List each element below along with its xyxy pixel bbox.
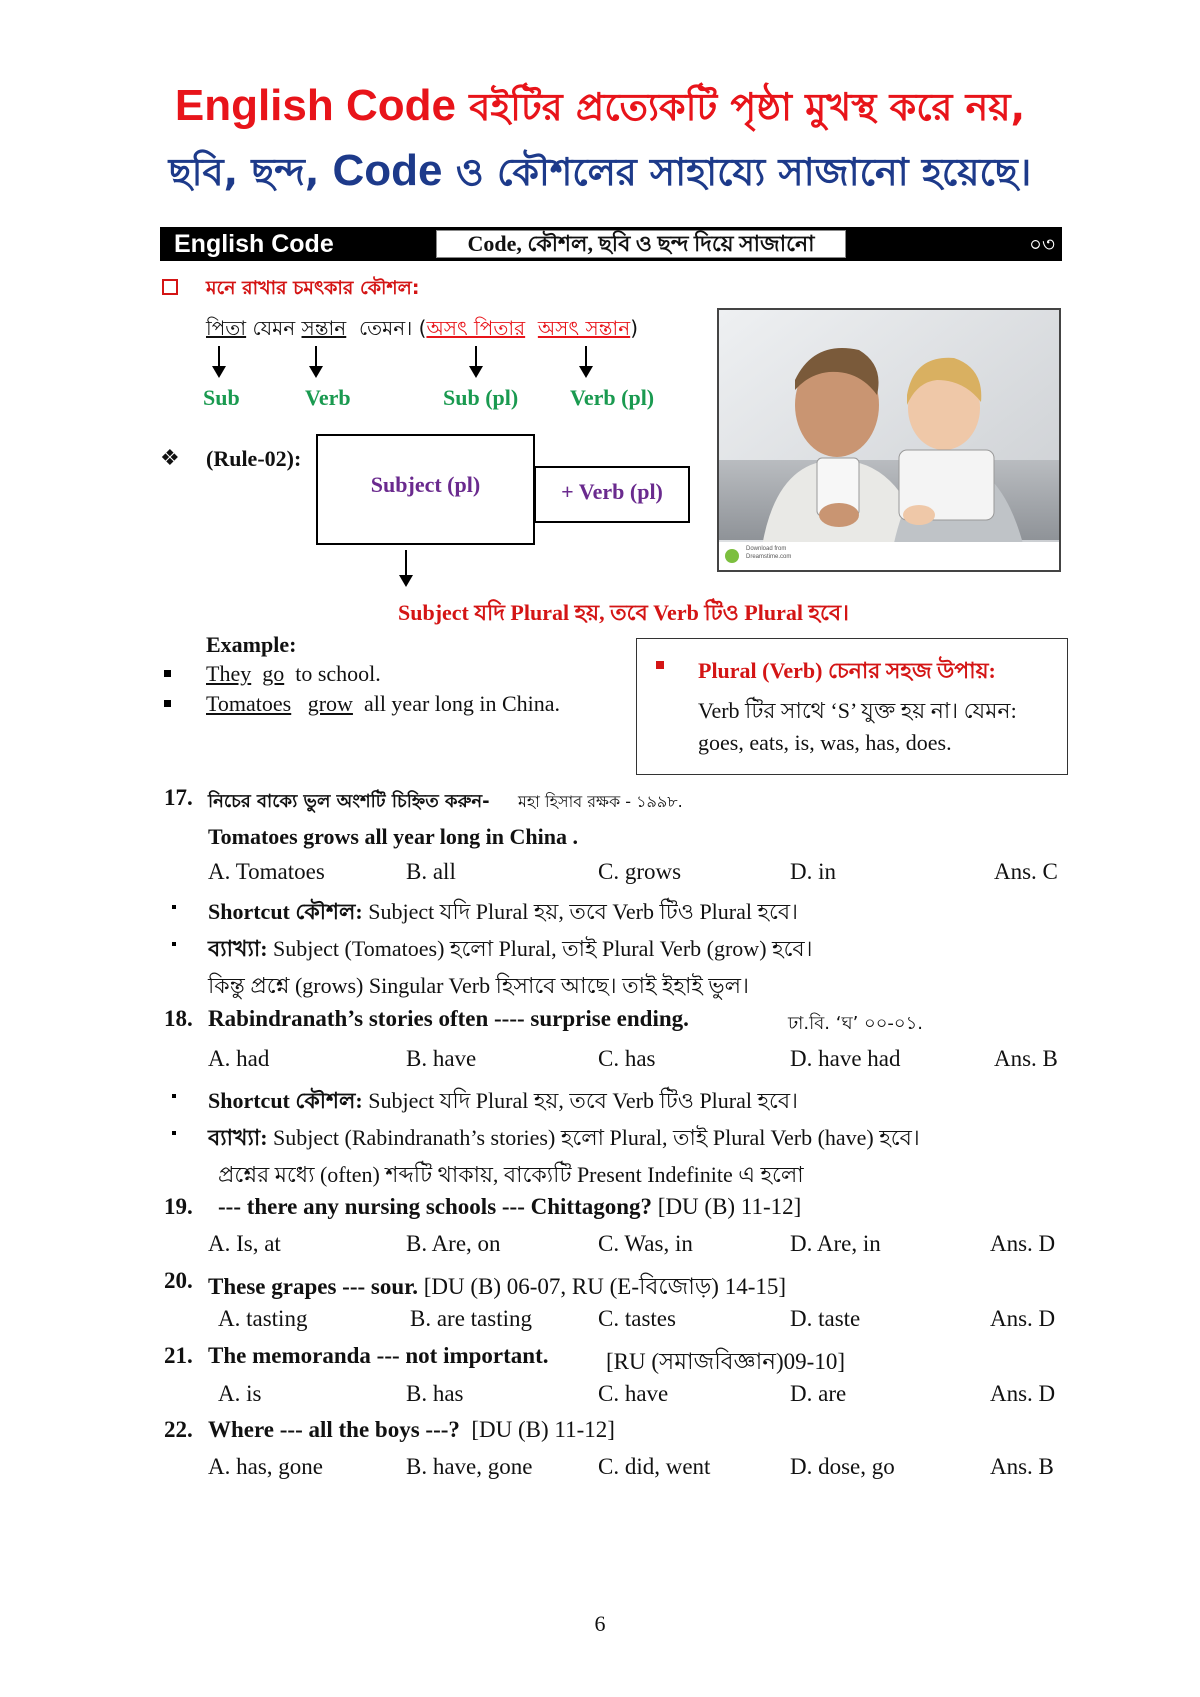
ex2-tomatoes: Tomatoes xyxy=(206,691,292,716)
dot-bullet-icon xyxy=(172,1131,176,1135)
dot-bullet-icon xyxy=(172,942,176,946)
example-2 xyxy=(206,691,560,717)
example-heading: Example: xyxy=(206,632,297,657)
q19-question-line xyxy=(218,1194,801,1220)
q17-option-c: C. grows xyxy=(598,859,682,884)
q19-option-d: D. Are, in xyxy=(790,1231,881,1256)
q21-question: The memoranda --- not important. xyxy=(208,1343,549,1368)
header-page-label: ০৩ xyxy=(1028,232,1055,256)
banner-code-word: Code xyxy=(332,146,443,195)
q18-option-d: D. have had xyxy=(790,1046,901,1071)
q21-answer: Ans. D xyxy=(990,1381,1056,1406)
ex2-grow: grow xyxy=(307,691,353,716)
q18-shortcut xyxy=(208,1084,798,1121)
banner-line-2 xyxy=(0,145,1200,198)
ex1-they: They xyxy=(206,661,252,686)
q19-question: --- there any nursing schools --- Chittagong? xyxy=(218,1194,653,1219)
q18-option-c: C. has xyxy=(598,1046,656,1071)
header-book-title: English Code xyxy=(174,230,334,258)
q18-shortcut-text: Subject যদি Plural হয়, তবে Verb টিও Plural হবে। xyxy=(362,1088,798,1113)
plural-box-line-1: Verb টির সাথে ‘S’ যুক্ত হয় না। যেমন: xyxy=(698,698,1017,723)
square-bullet-icon xyxy=(164,700,171,707)
q17-option-d: D. in xyxy=(790,859,836,884)
banner-title: English Code xyxy=(174,81,456,130)
q19-number: 19. xyxy=(164,1194,193,1219)
label-sub-pl: Sub (pl) xyxy=(443,385,519,410)
word-oshot-pitar: অসৎ পিতার xyxy=(426,316,526,340)
q17-answer: Ans. C xyxy=(994,859,1058,884)
word-jemon: যেমন xyxy=(252,316,296,340)
photo-illustration xyxy=(719,310,1059,570)
q20-question: These grapes --- sour. xyxy=(208,1274,418,1299)
ex1-go: go xyxy=(262,661,285,686)
q17-explain-text: Subject (Tomatoes) হলো Plural, তাই Plural Verb (grow) হবে। xyxy=(267,936,813,961)
q22-option-d: D. dose, go xyxy=(790,1454,895,1479)
q22-question: Where --- all the boys ---? xyxy=(208,1417,460,1442)
example-1 xyxy=(206,661,381,687)
q18-explain-text: Subject (Rabindranath’s stories) হলো Plural, তাই Plural Verb (have) হবে। xyxy=(267,1125,920,1150)
rule-statement: Subject যদি Plural হয়, তবে Verb টিও Plural হবে। xyxy=(398,600,849,625)
q17-explain-line-2: কিন্তু প্রশ্নে (grows) Singular Verb হিসাবে আছে। তাই ইহাই ভুল। xyxy=(208,973,749,998)
ex1-rest: to school. xyxy=(295,661,381,686)
q17-shortcut xyxy=(208,895,798,932)
q18-number: 18. xyxy=(164,1006,193,1031)
dot-bullet-icon xyxy=(172,905,176,909)
q20-source: [DU (B) 06-07, RU (E-বিজোড়) 14-15] xyxy=(417,1274,787,1299)
q21-number: 21. xyxy=(164,1343,193,1368)
q22-option-a: A. has, gone xyxy=(208,1454,323,1479)
q21-option-c: C. have xyxy=(598,1381,669,1406)
q22-question-line xyxy=(208,1417,615,1443)
checkbox-bullet-icon xyxy=(162,279,178,295)
q17-prompt: নিচের বাক্যে ভুল অংশটি চিহ্নিত করুন- xyxy=(208,791,490,812)
header-subtitle: Code, কৌশল, ছবি ও ছন্দ দিয়ে সাজানো xyxy=(436,230,846,258)
q18-option-a: A. had xyxy=(208,1046,270,1071)
word-temon: তেমন। ( xyxy=(358,316,427,340)
q17-shortcut-label: Shortcut কৌশল: xyxy=(208,899,363,924)
q18-explain-label: ব্যাখ্যা: xyxy=(208,1125,268,1150)
q18-explain-line-2: প্রশ্নের মধ্যে (often) শব্দটি থাকায়, বাক্যেটি Present Indefinite এ হলো xyxy=(218,1162,804,1187)
q17-option-b: B. all xyxy=(406,859,456,884)
rule-label: (Rule-02): xyxy=(206,446,302,471)
q20-option-b: B. are tasting xyxy=(410,1306,532,1331)
q21-option-a: A. is xyxy=(218,1381,262,1406)
banner-line-1 xyxy=(0,80,1200,133)
down-arrow-icon xyxy=(315,346,317,376)
label-verb: Verb xyxy=(305,385,351,410)
q17-explain xyxy=(208,932,813,969)
down-arrow-icon xyxy=(585,346,587,376)
dot-bullet-icon xyxy=(172,1094,176,1098)
down-arrow-icon xyxy=(405,550,407,585)
banner-text-2a: ছবি, ছন্দ, xyxy=(168,150,333,194)
q19-option-a: A. Is, at xyxy=(208,1231,281,1256)
q19-answer: Ans. D xyxy=(990,1231,1056,1256)
plural-box-line-2: goes, eats, is, was, has, does. xyxy=(698,730,952,755)
q18-explain xyxy=(208,1121,920,1158)
father-son-tablet-photo xyxy=(717,308,1061,572)
q17-shortcut-text: Subject যদি Plural হয়, তবে Verb টিও Plural হবে। xyxy=(362,899,798,924)
q21-option-d: D. are xyxy=(790,1381,847,1406)
q20-option-c: C. tastes xyxy=(598,1306,676,1331)
down-arrow-icon xyxy=(475,346,477,376)
word-close-paren: ) xyxy=(630,316,638,340)
q21-option-b: B. has xyxy=(406,1381,464,1406)
q18-option-b: B. have xyxy=(406,1046,477,1071)
q20-option-a: A. tasting xyxy=(218,1306,308,1331)
q17-source: মহা হিসাব রক্ষক - ১৯৯৮. xyxy=(518,792,683,811)
q19-source: [DU (B) 11-12] xyxy=(652,1194,802,1219)
q19-option-b: B. Are, on xyxy=(406,1231,501,1256)
q22-option-c: C. did, went xyxy=(598,1454,711,1479)
q21-source: [RU (সমাজবিজ্ঞান)09-10] xyxy=(606,1349,846,1374)
q20-number: 20. xyxy=(164,1268,193,1293)
q18-question: Rabindranath’s stories often ---- surprise ending. xyxy=(208,1006,689,1031)
word-oshot-shontan: অসৎ সন্তান xyxy=(537,316,631,340)
banner-text-1: বইটির প্রত্যেকটি পৃষ্ঠা মুখস্থ করে নয়, xyxy=(455,85,1026,129)
plural-box-title: Plural (Verb) চেনার সহজ উপায়: xyxy=(698,658,996,683)
photo-watermark xyxy=(746,545,791,561)
q17-sentence: Tomatoes grows all year long in China . xyxy=(208,824,578,849)
q20-question-line xyxy=(208,1268,786,1307)
q17-number: 17. xyxy=(164,785,193,810)
word-pita: পিতা xyxy=(206,316,247,340)
label-sub: Sub xyxy=(203,385,240,410)
q22-number: 22. xyxy=(164,1417,193,1442)
q18-source: ঢা.বি. ‘ঘ’ ০০-০১. xyxy=(788,1013,924,1034)
verb-pl-text: + Verb (pl) xyxy=(561,479,663,504)
q17-option-a: A. Tomatoes xyxy=(208,859,325,884)
red-square-bullet-icon xyxy=(656,661,664,669)
q22-source: [DU (B) 11-12] xyxy=(459,1417,615,1442)
q18-answer: Ans. B xyxy=(994,1046,1058,1071)
diamond-bullet-icon: ❖ xyxy=(160,446,180,471)
label-verb-pl: Verb (pl) xyxy=(570,385,655,410)
q22-option-b: B. have, gone xyxy=(406,1454,533,1479)
q18-shortcut-label: Shortcut কৌশল: xyxy=(208,1088,363,1113)
q22-answer: Ans. B xyxy=(990,1454,1054,1479)
banner-text-2b: ও কৌশলের সাহায্যে সাজানো হয়েছে। xyxy=(442,150,1032,194)
tip-sentence xyxy=(206,314,638,347)
watermark-line-1: Download from xyxy=(746,546,787,552)
q17-explain-label: ব্যাখ্যা: xyxy=(208,936,268,961)
subject-pl-text: Subject (pl) xyxy=(370,472,481,497)
q20-option-d: D. taste xyxy=(790,1306,861,1331)
q19-option-c: C. Was, in xyxy=(598,1231,693,1256)
tip-heading: মনে রাখার চমৎকার কৌশল: xyxy=(206,277,420,299)
ex2-rest: all year long in China. xyxy=(363,691,561,716)
square-bullet-icon xyxy=(164,670,171,677)
page-number: 6 xyxy=(594,1611,606,1636)
q20-answer: Ans. D xyxy=(990,1306,1056,1331)
down-arrow-icon xyxy=(218,346,220,376)
word-shontan: সন্তান xyxy=(301,316,347,340)
watermark-line-2: Dreamstime.com xyxy=(746,554,792,560)
